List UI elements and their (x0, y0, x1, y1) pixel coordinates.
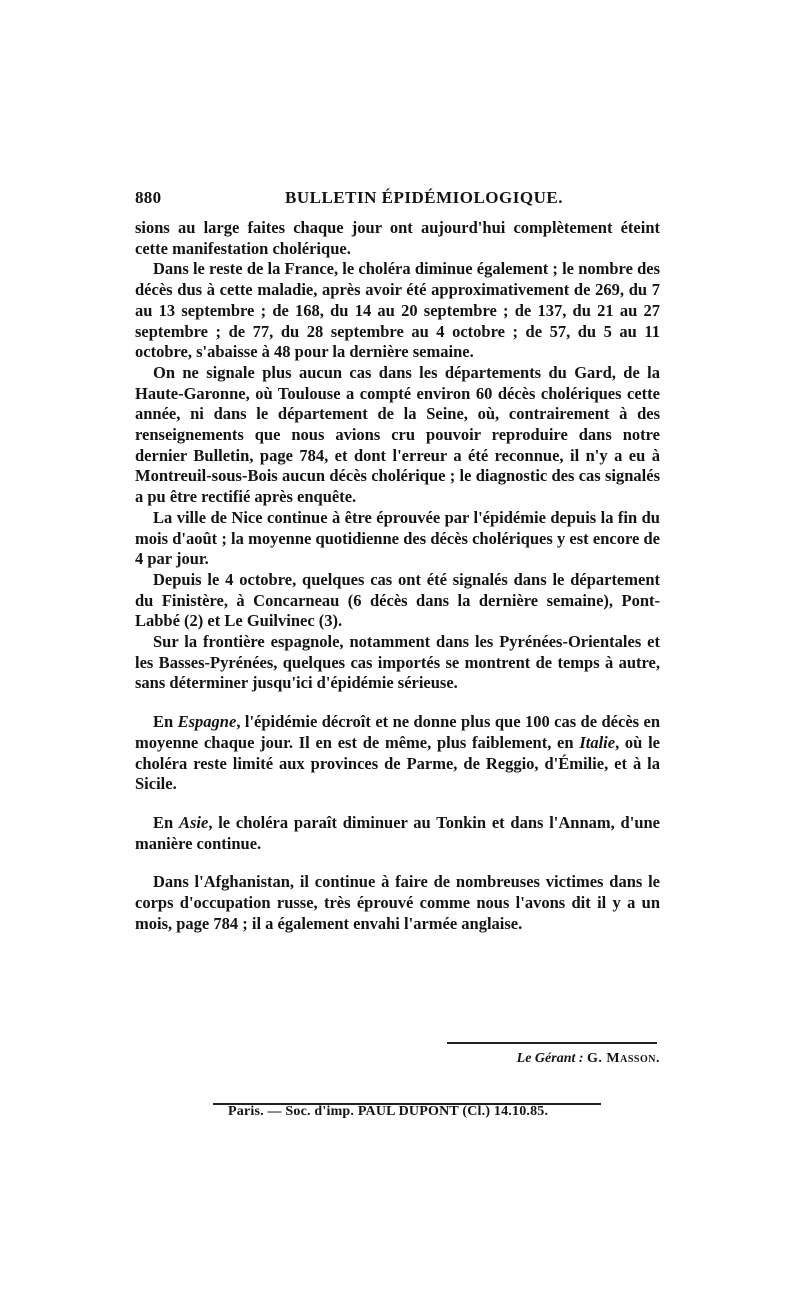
asia-text: , le choléra paraît diminuer au Tonkin et dans l'Annam, d'une manière continue. (135, 812, 660, 853)
signature-line (460, 1051, 660, 1067)
paragraph-departments: On ne signale plus aucun cas dans les départements du Gard, de la Haute-Garonne, où Toulouse a compté environ 60 décès cholériques cette année, ni dans le département de la Seine, où, contrairement à des renseignements que nous avions cru pouvoir reproduire dans notre dernier Bulletin, page 784, et dont l'erreur a été reconnue, il n'y a eu à Montreuil-sous-Bois aucun décès cholérique ; le diagnostic des cas signalés a pu être rectifié après enquête. (135, 362, 660, 507)
spain-country: Espagne (177, 712, 237, 732)
paragraph-nice: La ville de Nice continue à être éprouvée par l'épidémie depuis la fin du mois d'août ; la moyenne quotidienne des décès cholériques y est encore de 4 par jour. (135, 507, 660, 569)
page-header (135, 188, 660, 212)
spain-text-2: , où le choléra reste limité aux provinces de Parme, de Reggio, d'Émilie, et à la Sicile. (135, 732, 661, 794)
page-number: 880 (135, 188, 162, 207)
signature-label: Le Gérant : (516, 1051, 584, 1066)
paragraph-finistere: Depuis le 4 octobre, quelques cas ont été signalés dans le département du Finistère, à Concarneau (6 décès dans la dernière semaine), Pont-Labbé (2) et Le Guilvinec (3). (135, 569, 660, 631)
paragraph-spanish-border: Sur la frontière espagnole, notamment dans les Pyrénées-Orientales et les Basses-Pyrénées, quelques cas importés se montrent de temps à autre, sans déterminer jusqu'ici d'épidémie sérieuse. (135, 632, 660, 693)
asia-prefix: En (153, 812, 179, 832)
signature-rule (447, 1042, 657, 1044)
printer-imprint: Paris. — Soc. d'imp. PAUL DUPONT (Cl.) 14.10.85. (228, 1104, 549, 1119)
paragraph-spain (135, 712, 660, 795)
spain-text-1: , l'épidémie décroît et ne donne plus que 100 cas de décès en moyenne chaque jour. Il en est de même, plus faiblement, en (135, 712, 660, 752)
article-body (135, 218, 660, 935)
paragraph-afghanistan: Dans l'Afghanistan, il continue à faire de nombreuses victimes dans le corps d'occupation russe, très éprouvé comme nous l'avons dit il y a un mois, page 784 ; il a également envahi l'armée anglaise. (135, 872, 660, 933)
signature-name: G. Masson. (587, 1051, 660, 1066)
paragraph-continuation: sions au large faites chaque jour ont aujourd'hui complètement éteint cette manifestation cholérique. (135, 218, 660, 258)
paragraph-france: Dans le reste de la France, le choléra diminue également ; le nombre des décès dus à cette maladie, après avoir été approximativement de 269, du 7 au 13 septembre ; de 168, du 14 au 20 septembre ; de 137, du 21 au 27 septembre ; de 77, du 28 septembre au 4 octobre ; de 57, du 5 au 11 octobre, s'abaisse à 48 pour la dernière semaine. (135, 259, 660, 362)
running-title: BULLETIN ÉPIDÉMIOLOGIQUE. (285, 188, 563, 207)
paragraph-asia (135, 813, 660, 854)
spain-prefix: En (153, 712, 178, 732)
italy-country: Italie (579, 732, 616, 752)
asia-continent: Asie (178, 812, 209, 832)
